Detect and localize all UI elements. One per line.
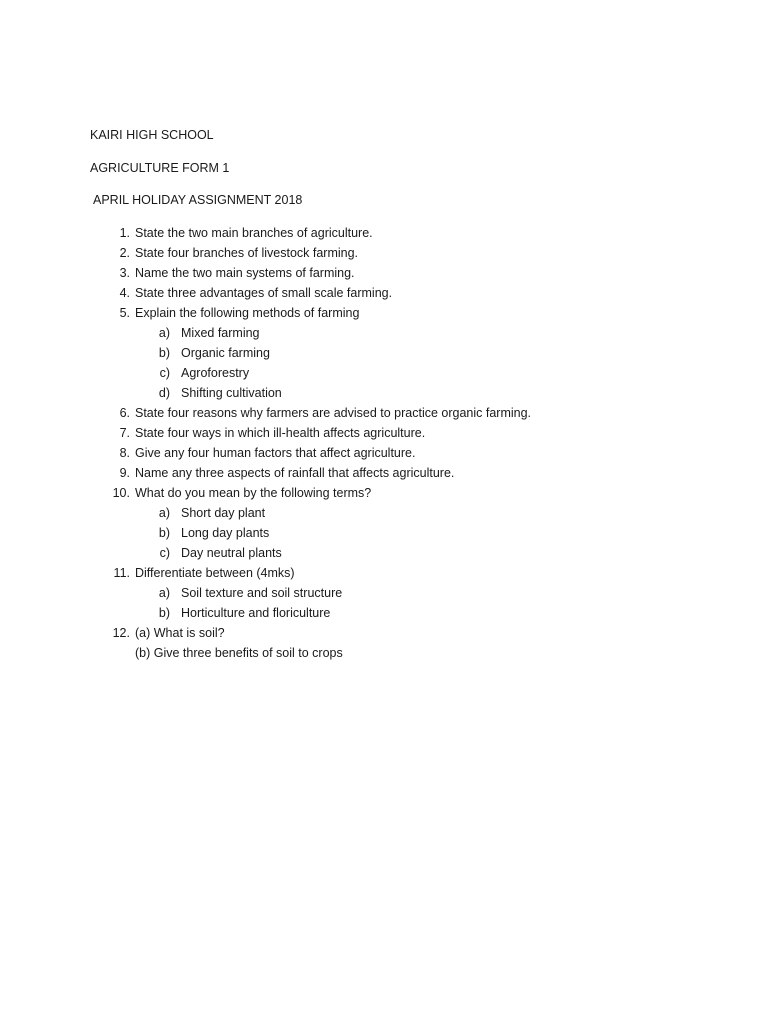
sub-item-text: Shifting cultivation xyxy=(181,386,282,400)
sub-item xyxy=(0,325,768,345)
sub-item-letter: b) xyxy=(158,526,170,540)
question-number: 9. xyxy=(119,466,130,480)
sub-item-letter: c) xyxy=(159,546,170,560)
question-number: 8. xyxy=(119,446,130,460)
question-text: (a) What is soil? xyxy=(135,626,225,640)
sub-item-text: Mixed farming xyxy=(181,326,260,340)
question-9 xyxy=(0,465,768,485)
sub-item xyxy=(0,505,768,525)
question-text: Name the two main systems of farming. xyxy=(135,266,355,280)
sub-item-letter: b) xyxy=(158,346,170,360)
question-2 xyxy=(0,245,768,265)
sub-item xyxy=(0,365,768,385)
question-11 xyxy=(0,565,768,585)
sub-item xyxy=(0,605,768,625)
sub-item-text: Short day plant xyxy=(181,506,266,520)
question-number: 10. xyxy=(112,486,130,500)
question-list xyxy=(0,225,768,665)
question-6 xyxy=(0,405,768,425)
question-number: 12. xyxy=(112,626,130,640)
question-number: 7. xyxy=(119,426,130,440)
question-10 xyxy=(0,485,768,505)
question-number: 4. xyxy=(119,286,130,300)
question-text: What do you mean by the following terms? xyxy=(135,486,372,500)
question-number: 5. xyxy=(119,306,130,320)
question-number: 1. xyxy=(119,226,130,240)
question-number: 3. xyxy=(119,266,130,280)
question-text: State three advantages of small scale farming. xyxy=(135,286,393,300)
question-text: State four branches of livestock farming. xyxy=(135,246,359,260)
sub-item xyxy=(0,545,768,565)
sub-item-letter: a) xyxy=(158,506,170,520)
school-name: KAIRI HIGH SCHOOL xyxy=(90,128,214,142)
question-text: State the two main branches of agriculture. xyxy=(135,226,373,240)
sub-item-text: Day neutral plants xyxy=(181,546,282,560)
question-text: State four reasons why farmers are advised to practice organic farming. xyxy=(135,406,532,420)
question-1 xyxy=(0,225,768,245)
sub-item-text: Soil texture and soil structure xyxy=(181,586,343,600)
sub-item xyxy=(0,585,768,605)
question-7 xyxy=(0,425,768,445)
sub-item xyxy=(0,345,768,365)
sub-item-text: Organic farming xyxy=(181,346,270,360)
question-text: Give any four human factors that affect agriculture. xyxy=(135,446,416,460)
subject-title: AGRICULTURE FORM 1 xyxy=(90,161,230,175)
sub-item-text: Long day plants xyxy=(181,526,270,540)
sub-item-letter: a) xyxy=(158,326,170,340)
assignment-title: APRIL HOLIDAY ASSIGNMENT 2018 xyxy=(93,193,303,207)
question-8 xyxy=(0,445,768,465)
question-number: 11. xyxy=(113,566,130,580)
question-12 xyxy=(0,625,768,645)
question-text: (b) Give three benefits of soil to crops xyxy=(135,646,343,660)
question-text: Explain the following methods of farming xyxy=(135,306,360,320)
question-3 xyxy=(0,265,768,285)
sub-item-letter: b) xyxy=(158,606,170,620)
question-number: 6. xyxy=(119,406,130,420)
question-text: Differentiate between (4mks) xyxy=(135,566,295,580)
sub-item-text: Horticulture and floriculture xyxy=(181,606,331,620)
sub-item xyxy=(0,385,768,405)
question-5 xyxy=(0,305,768,325)
question-text: Name any three aspects of rainfall that affects agriculture. xyxy=(135,466,455,480)
question-text: State four ways in which ill-health affects agriculture. xyxy=(135,426,426,440)
sub-item-letter: d) xyxy=(158,386,170,400)
sub-item-letter: a) xyxy=(158,586,170,600)
question-number: 2. xyxy=(119,246,130,260)
question-12-continuation xyxy=(0,645,768,665)
sub-item-text: Agroforestry xyxy=(181,366,250,380)
sub-item xyxy=(0,525,768,545)
question-4 xyxy=(0,285,768,305)
sub-item-letter: c) xyxy=(159,366,170,380)
